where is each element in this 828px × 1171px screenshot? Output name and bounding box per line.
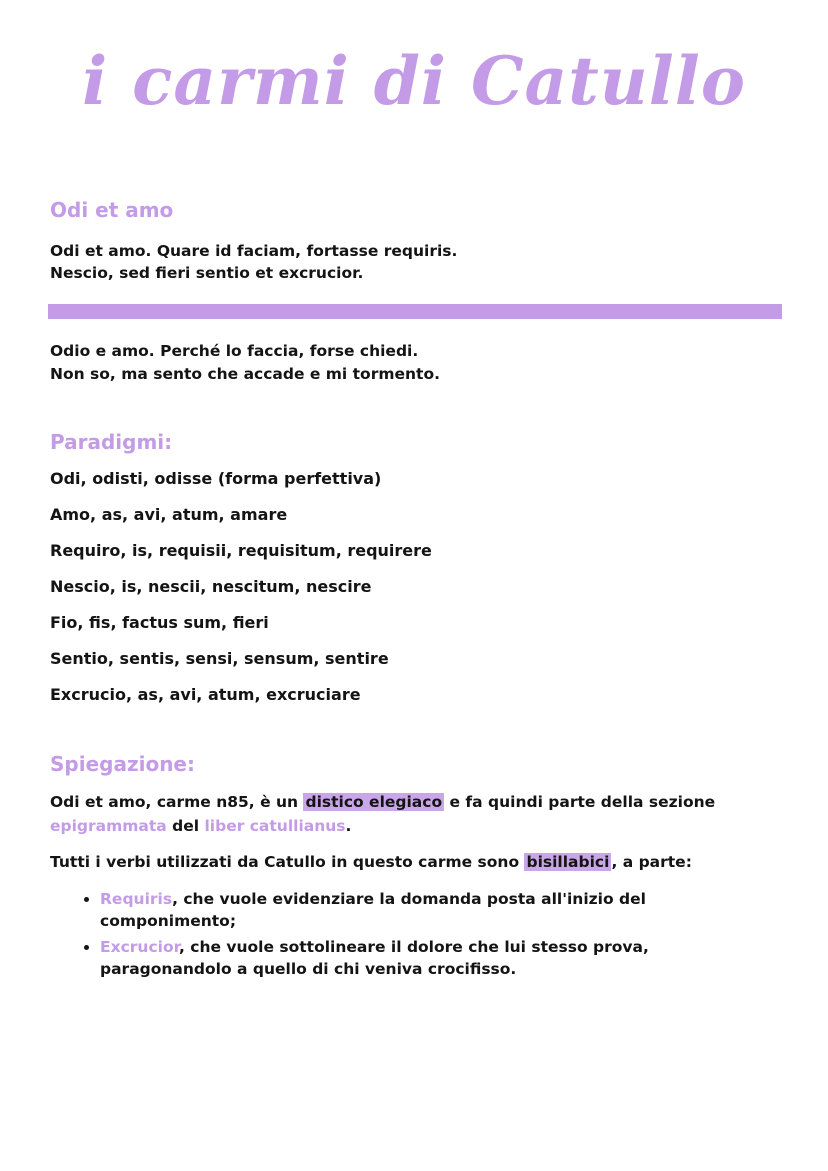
explanation-line-2 [50, 815, 351, 837]
explanation-line-1 [50, 791, 715, 813]
term-epigrammata: epigrammata [50, 817, 167, 835]
paradigm-item: Excrucio, as, avi, atum, excruciare [50, 685, 361, 704]
section-heading-odi-et-amo: Odi et amo [50, 198, 174, 222]
paradigm-item: Fio, fis, factus sum, fieri [50, 613, 269, 632]
paradigm-item: Sentio, sentis, sensi, sensum, sentire [50, 649, 389, 668]
explanation-line-3 [50, 851, 692, 873]
section-heading-spiegazione: Spiegazione: [50, 752, 195, 776]
section-heading-paradigmi: Paradigmi: [50, 430, 173, 454]
text-span: Tutti i verbi utilizzati da Catullo in questo carme sono [50, 853, 525, 871]
text-span: e fa quindi parte della sezione [444, 793, 716, 811]
paradigm-item: Nescio, is, nescii, nescitum, nescire [50, 577, 372, 596]
text-span: del [166, 817, 205, 835]
highlight-bisillabici: bisillabici [526, 853, 610, 871]
latin-verse-2: Nescio, sed fieri sentio et excrucior. [50, 264, 364, 282]
page-title: i carmi di Catullo [82, 42, 746, 120]
paradigm-item: Amo, as, avi, atum, amare [50, 505, 288, 524]
paradigm-item: Odi, odisti, odisse (forma perfettiva) [50, 469, 382, 488]
term-liber-catullianus: liber catullianus [204, 817, 346, 835]
text-span: Odi et amo, carme n85, è un [50, 793, 304, 811]
italian-verse-1: Odio e amo. Perché lo faccia, forse chiedi. [50, 342, 419, 360]
term-excrucior: Excrucior [100, 938, 179, 956]
list-item [100, 936, 780, 980]
divider-bar [48, 304, 782, 319]
highlight-distico-elegiaco: distico elegiaco [305, 793, 443, 811]
text-span: , a parte: [611, 853, 692, 871]
exceptions-list [62, 888, 780, 984]
text-span: , che vuole sottolineare il dolore che lui stesso prova, paragonandolo a quello di chi veniva crocifisso. [100, 938, 649, 978]
text-span: , che vuole evidenziare la domanda posta all'inizio del componimento; [100, 890, 646, 930]
latin-verse-1: Odi et amo. Quare id faciam, fortasse requiris. [50, 242, 458, 260]
text-span: . [345, 817, 352, 835]
italian-verse-2: Non so, ma sento che accade e mi tormento. [50, 365, 440, 383]
paradigm-item: Requiro, is, requisii, requisitum, requirere [50, 541, 432, 560]
term-requiris: Requiris [100, 890, 173, 908]
list-item [100, 888, 780, 932]
